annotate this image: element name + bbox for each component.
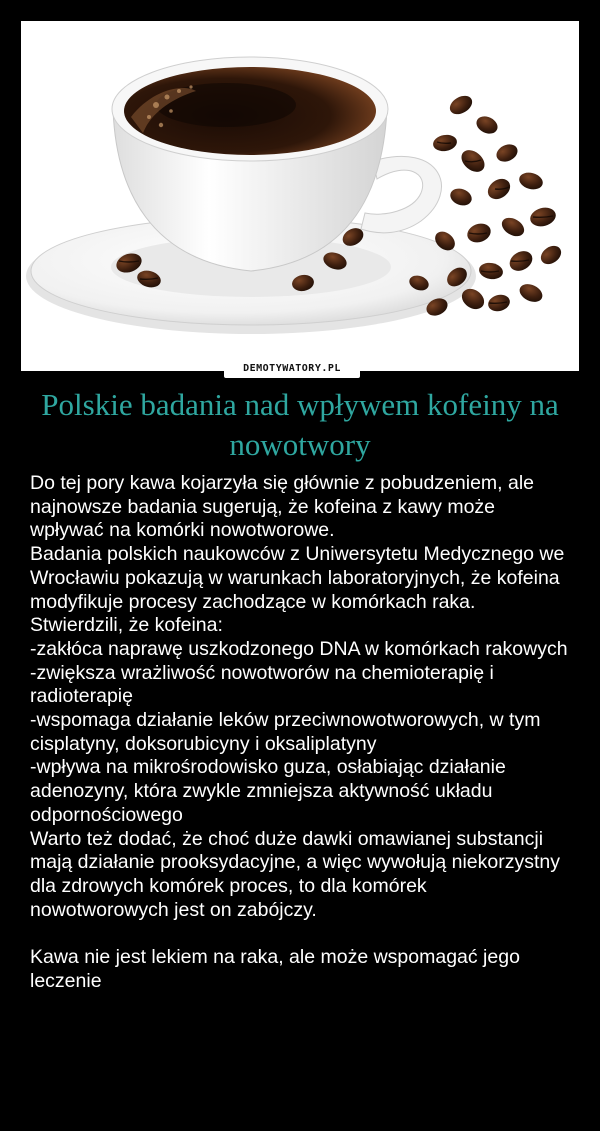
watermark: DEMOTYWATORY.PL bbox=[224, 360, 360, 378]
coffee-cup-illustration bbox=[21, 21, 579, 371]
article-body: Do tej pory kawa kojarzyła się głównie z pobudzeniem, ale najnowsze badania sugerują, że kofeina z kawy może wpływać na komórki nowotworowe. Badania polskich naukowców z Uniwersytetu Medycznego we Wrocławiu pokazują w warunkach laboratoryjnych, że kofeina modyfikuje procesy zachodzące w komórkach raka. Stwierdzili, że kofeina: -zakłóca naprawę uszkodzonego DNA w komórkach rakowych -zwiększa wrażliwość nowotworów na chemioterapię i radioterapię -wspomaga działanie leków przeciwnowotworowych, w tym cisplatyny, doksorubicyny i oksaliplatyny -wpływa na mikrośrodowisko guza, osłabiając działanie adenozyny, która zwykle zmniejsza aktywność układu odpornościowego Warto też dodać, że choć duże dawki omawianej substancji mają działanie prooksydacyjne, a więc wywołują niekorzystny dla zdrowych komórek proces, to dla komórek nowotworowych jest on zabójczy. Kawa nie jest lekiem na raka, ale może wspomagać jego leczenie bbox=[30, 472, 568, 992]
coffee-image bbox=[21, 21, 579, 371]
page-title: Polskie badania nad wpływem kofeiny na nowotwory bbox=[41, 387, 559, 462]
